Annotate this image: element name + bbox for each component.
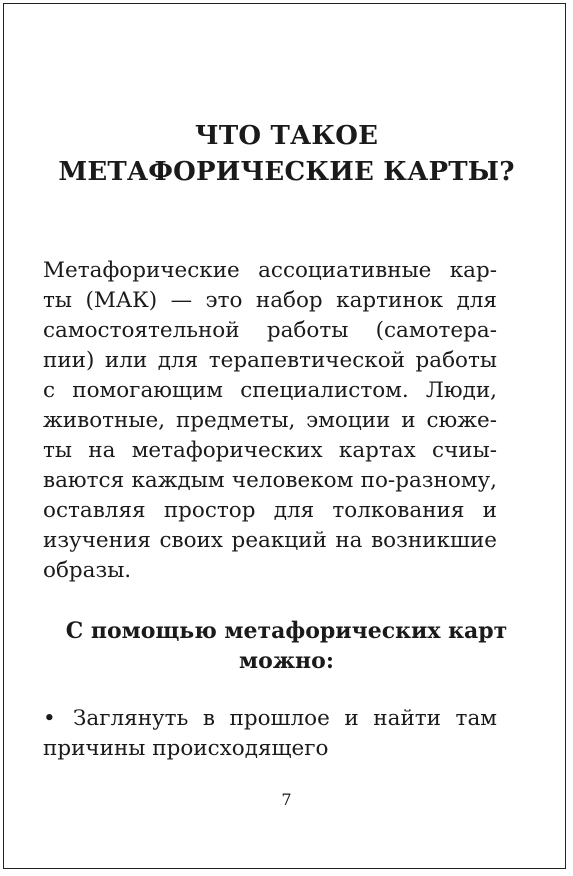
subheading-line-1: С помощью метафорических карт — [65, 618, 508, 644]
paragraph-line: самостоятельной работы (самотера- — [43, 318, 497, 343]
paragraph-line: Метафорические ассоциативные кар- — [43, 258, 497, 283]
paragraph-line: пии) или для терапевтической работы — [43, 348, 497, 373]
page-title — [0, 118, 573, 190]
paragraph-line: оставляя простор для толкования и — [43, 498, 497, 523]
paragraph-line: ты на метафорических картах счиы- — [43, 438, 497, 463]
bullet-list-item — [43, 704, 497, 764]
paragraph-line: с помогающим специалистом. Люди, — [43, 378, 497, 403]
paragraph-line: изучения своих реакций на возникшие — [43, 528, 497, 553]
paragraph-line: животные, предметы, эмоции и сюже- — [43, 408, 497, 433]
section-subheading — [0, 616, 573, 676]
subheading-line-2: можно: — [239, 648, 334, 674]
bullet-text-line-2: причины происходящего — [43, 736, 329, 761]
title-line-2: МЕТАФОРИЧЕСКИЕ КАРТЫ? — [58, 157, 515, 187]
intro-paragraph — [43, 256, 497, 586]
paragraph-line: ты (МАК) — это набор картинок для — [43, 288, 497, 313]
page-number: 7 — [281, 790, 292, 809]
bullet-line-1 — [43, 704, 497, 734]
bullet-icon: • — [43, 706, 56, 731]
bullet-text-line-1: Заглянуть в прошлое и найти там — [73, 706, 497, 731]
title-line-1: ЧТО ТАКОЕ — [194, 121, 379, 151]
paragraph-line: образы. — [43, 558, 132, 583]
paragraph-line: ваются каждым человеком по-разному, — [43, 468, 497, 493]
